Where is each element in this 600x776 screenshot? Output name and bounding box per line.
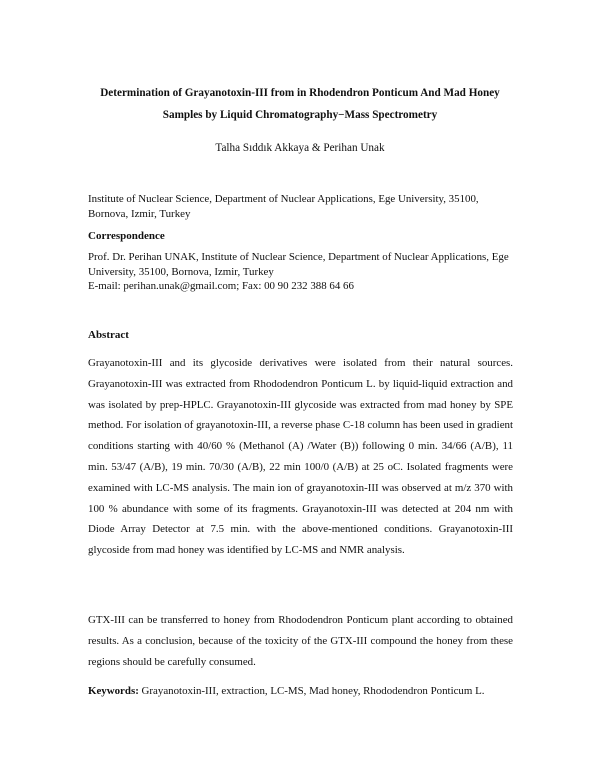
paper-title-line-1: Determination of Grayanotoxin-III from in Rhodendron Ponticum And Mad Honey [100, 87, 500, 99]
abstract-heading: Abstract [88, 329, 129, 341]
correspondence-block [88, 250, 515, 294]
keywords-label: Keywords: [88, 685, 139, 697]
paper-title-line-2: Samples by Liquid Chromatography−Mass Spectrometry [162, 109, 438, 121]
authors: Talha Sıddık Akkaya & Perihan Unak [215, 142, 385, 154]
correspondence-contact: E-mail: perihan.unak@gmail.com; Fax: 00 90 232 388 64 66 [88, 280, 354, 292]
abstract-paragraph-2: GTX-III can be transferred to honey from Rhododendron Ponticum plant according to obtained results. As a conclusion, because of the toxicity of the GTX-III compound the honey from these regions should be carefully consumed. [88, 614, 513, 668]
correspondence-heading: Correspondence [88, 230, 165, 242]
affiliation-block [88, 192, 515, 221]
affiliation: Institute of Nuclear Science, Department of Nuclear Applications, Ege University, 35100, Bornova, Izmir, Turkey [88, 193, 479, 220]
keywords-line [88, 684, 520, 698]
correspondence-address: Prof. Dr. Perihan UNAK, Institute of Nuclear Science, Department of Nuclear Applications, Ege University, 35100, Bornova, Izmir, Turkey [88, 251, 509, 278]
abstract-paragraph-1: Grayanotoxin-III and its glycoside derivatives were isolated from their natural sources. Grayanotoxin-III was extracted from Rhododendron Ponticum L. by liquid-liquid extraction and was isolated by prep-HPLC. Grayanotoxin-III glycoside was extracted from mad honey by SPE method. For isolation of grayanotoxin-III, a reverse phase C-18 column has been used in gradient conditions starting with 40/60 % (Methanol (A) /Water (B)) following 0 min. 34/66 (A/B), 11 min. 53/47 (A/B), 19 min. 70/30 (A/B), 22 min 100/0 (A/B) at 25 oC. Isolated fragments were examined with LC-MS analysis. The main ion of grayanotoxin-III was observed at m/z 370 with 100 % abundance with some of its fragments. Grayanotoxin-III was detected at 204 nm with Diode Array Detector at 7.5 min. with the above-mentioned conditions. Grayanotoxin-III glycoside from mad honey was identified by LC-MS and NMR analysis. [88, 357, 513, 557]
keywords-text: Grayanotoxin-III, extraction, LC-MS, Mad honey, Rhododendron Ponticum L. [138, 685, 485, 697]
